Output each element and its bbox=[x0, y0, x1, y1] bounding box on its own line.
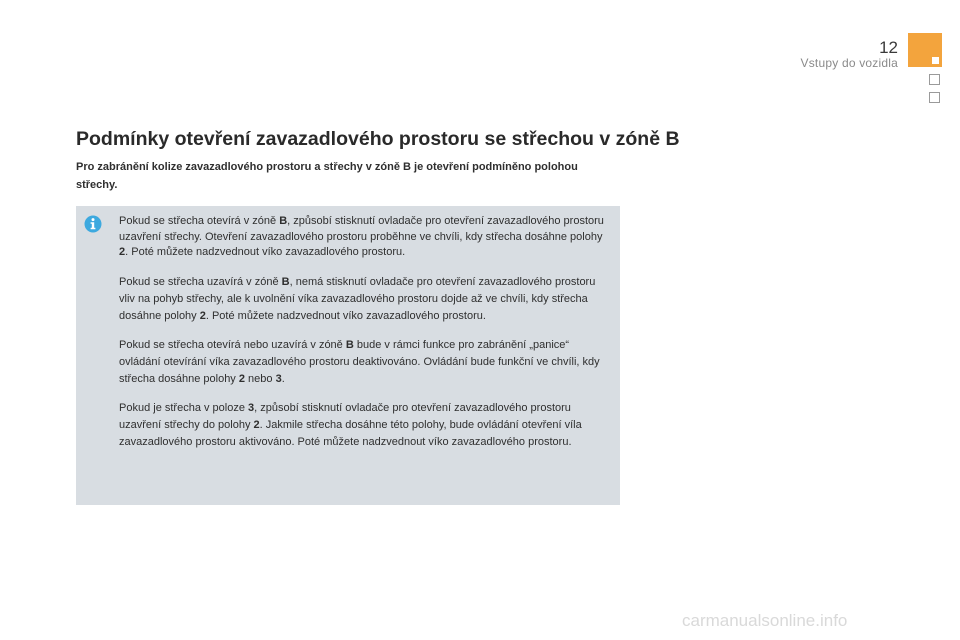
info-paragraph: Pokud se střecha otevírá nebo uzavírá v zóně B bude v rámci funkce pro zabránění „panice“ ovládání otevírání víka zavazadlového prostoru deaktivováno. Ovládání bude funkční ve chvíli, kdy střecha dosáhne polohy 2 nebo 3. bbox=[119, 338, 600, 385]
info-paragraph: Pokud je střecha v poloze 3, způsobí stisknutí ovladače pro otevření zavazadlového prostoru uzavření střechy do polohy 2. Jakmile střecha dosáhne této polohy, bude ovládání otevření víla zavazadlového prostoru aktivováno. Poté můžete nadzvednout víko zavazadlového prostoru. bbox=[119, 401, 582, 448]
info-icon bbox=[84, 215, 102, 233]
info-box bbox=[76, 206, 620, 505]
info-paragraph: Pokud se střecha uzavírá v zóně B, nemá stisknutí ovladače pro otevření zavazadlového prostoru vliv na pohyb střechy, ale k uvolnění víka zavazadlového prostoru dojde až ve chvíli, kdy střecha dosáhne polohy 2. Poté můžete nadzvednout víko zavazadlového prostoru. bbox=[119, 275, 596, 322]
tab-dot-icon bbox=[932, 57, 939, 64]
section-title: Vstupy do vozidla bbox=[800, 56, 898, 70]
intro-text: Pro zabránění kolize zavazadlového prostoru a střechy v zóně B je otevření podmíněno polohou střechy. bbox=[76, 161, 578, 191]
page-number: 12 bbox=[879, 38, 898, 57]
section-tab-empty-icon bbox=[929, 74, 940, 85]
section-tab-empty-icon bbox=[929, 92, 940, 103]
page-title: Podmínky otevření zavazadlového prostoru se střechou v zóně B bbox=[76, 128, 680, 150]
info-text bbox=[119, 214, 611, 451]
watermark: carmanualsonline.info bbox=[682, 611, 848, 630]
section-tab-active bbox=[908, 33, 942, 67]
info-paragraph: Pokud se střecha otevírá v zóně B, způsobí stisknutí ovladače pro otevření zavazadlového prostoru uzavření střechy. Otevření zavazadlového prostoru proběhne ve chvíli, kdy střecha dosáhne polohy 2. Poté můžete nadzvednout víko zavazadlového prostoru. bbox=[119, 215, 604, 258]
